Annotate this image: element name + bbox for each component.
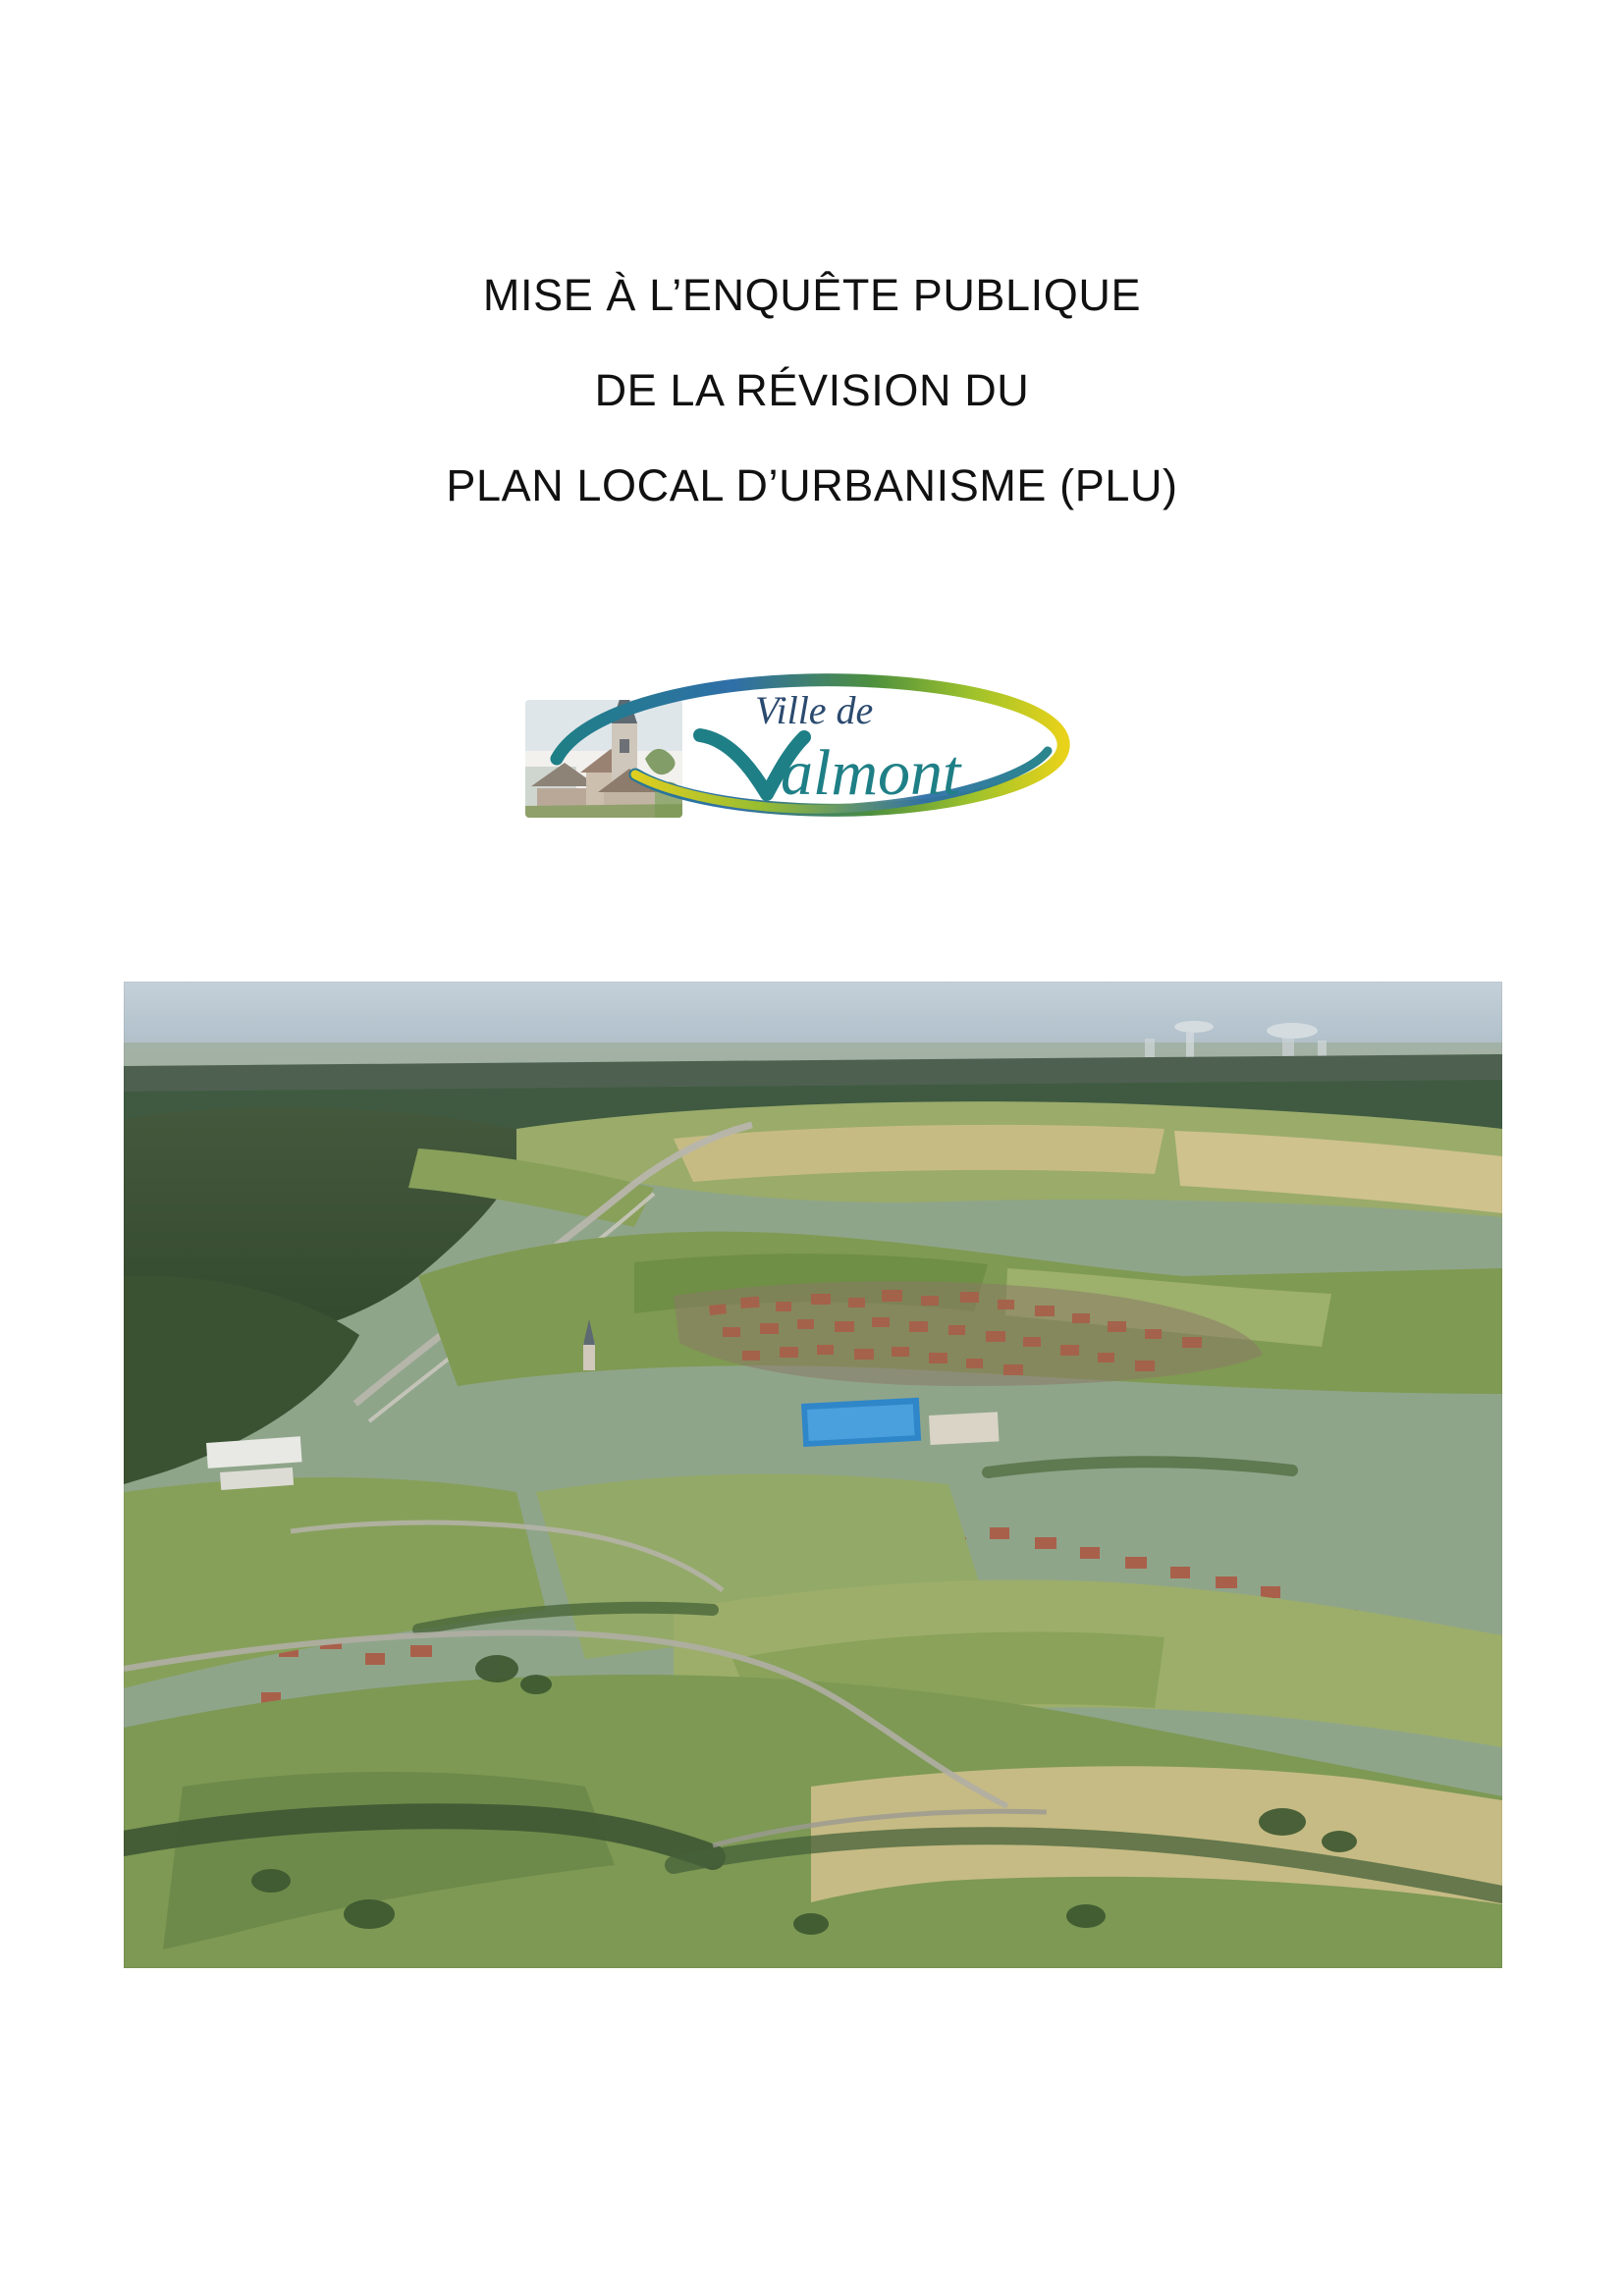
aerial-photo-image — [124, 982, 1502, 1968]
svg-text:Ville de: Ville de — [755, 688, 874, 732]
title-line-3: PLAN LOCAL D’URBANISME (PLU) — [446, 460, 1178, 510]
aerial-photo — [124, 982, 1502, 1968]
page-title — [0, 270, 1624, 559]
title-line-2: DE LA RÉVISION DU — [594, 365, 1030, 415]
svg-text:almont: almont — [781, 737, 961, 809]
logo-valmont — [0, 636, 1624, 842]
logo-graphic — [517, 641, 1107, 837]
title-line-1: MISE À L’ENQUÊTE PUBLIQUE — [482, 270, 1142, 320]
